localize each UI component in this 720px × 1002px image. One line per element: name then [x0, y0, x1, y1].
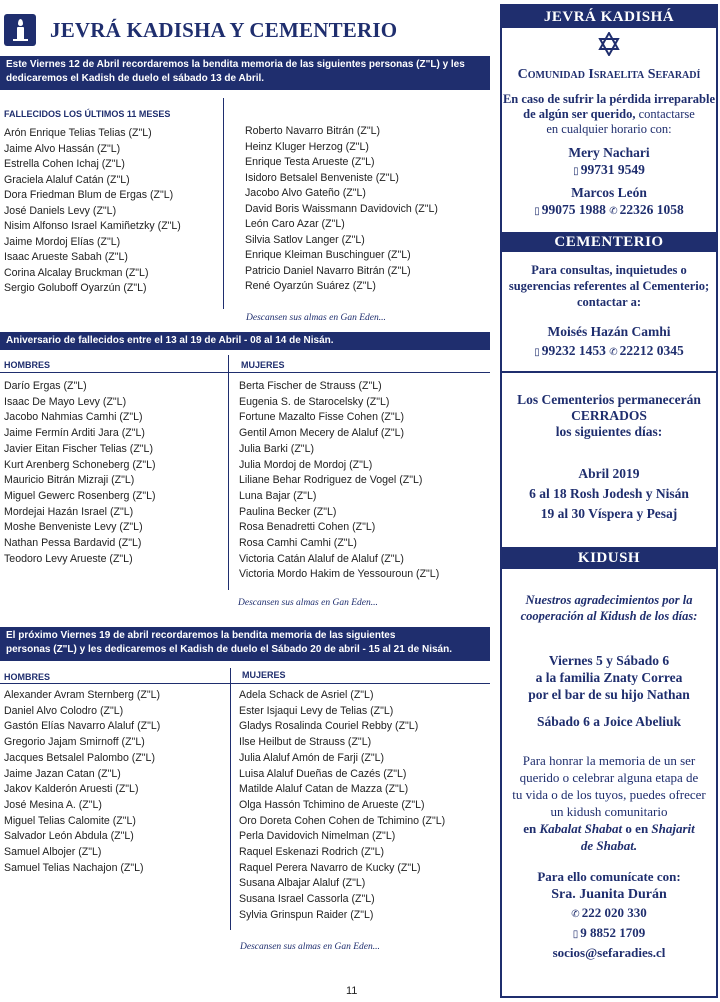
name-entry: Raquel Perera Navarro de Kucky (Z"L)	[239, 861, 421, 874]
section3-banner: El próximo Viernes 19 de abril recordaremos la bendita memoria de las siguientes personas (Z"L) y les dedicaremos el Kadish de duelo el Sábado 20 de abril - 15 al 21 de Nisán.	[0, 627, 490, 661]
sidebar-cementerio-heading: CEMENTERIO	[502, 232, 716, 252]
name-entry: Teodoro Levy Arueste (Z"L)	[4, 552, 133, 565]
page-title: JEVRÁ KADISHA Y CEMENTERIO	[50, 17, 398, 42]
sidebar-contact2: Marcos León ▯ 99075 1988 ✆ 22326 1058	[502, 184, 716, 220]
name-entry: Moshe Benveniste Levy (Z"L)	[4, 521, 143, 534]
name-entry: Victoria Catán Alaluf de Alaluf (Z"L)	[239, 552, 404, 565]
section1-subheading: FALLECIDOS LOS ÚLTIMOS 11 MESES	[4, 109, 171, 119]
name-entry: Susana Albajar Alaluf (Z"L)	[239, 877, 366, 890]
name-entry: Matilde Alaluf Catan de Mazza (Z"L)	[239, 783, 409, 796]
sidebar-kidush-sponsor1: Viernes 5 y Sábado 6 a la familia Znaty Correa por el bar de su hijo Nathan	[528, 653, 690, 702]
section1-names-col2	[245, 124, 438, 295]
name-entry: Susana Israel Cassorla (Z"L)	[239, 893, 375, 906]
name-entry: Luisa Alaluf Dueñas de Cazés (Z"L)	[239, 767, 407, 780]
name-entry: David Boris Waissmann Davidovich (Z"L)	[245, 202, 438, 215]
sidebar-kadisha-intro: En caso de sufrir la pérdida irreparable de algún ser querido, contactarse en cualquier horario con:	[502, 92, 716, 136]
section3-column-divider	[230, 668, 231, 930]
name-entry: Adela Schack de Asriel (Z"L)	[239, 689, 374, 701]
name-entry: Sergio Goluboff Oyarzún (Z"L)	[4, 282, 147, 294]
sidebar-cementerio-intro: Para consultas, inquietudes o sugerencias referentes al Cementerio; contactar a:	[508, 263, 710, 309]
name-entry: Arón Enrique Telias Telias (Z"L)	[4, 127, 152, 139]
name-entry: Julia Mordoj de Mordoj (Z"L)	[239, 458, 373, 471]
section3-women-label: MUJERES	[242, 670, 286, 680]
name-entry: Berta Fischer de Strauss (Z"L)	[239, 380, 382, 392]
name-entry: Jacobo Nahmias Camhi (Z"L)	[4, 411, 143, 424]
name-entry: José Daniels Levy (Z"L)	[4, 204, 117, 217]
sidebar-community-name: Comunidad Israelita Sefaradí	[517, 67, 701, 82]
section1-names-col1	[4, 126, 181, 297]
name-entry: Luna Bajar (Z"L)	[239, 489, 317, 502]
name-entry: Jaime Mordoj Elías (Z"L)	[4, 235, 121, 248]
name-entry: Ester Isjaqui Levy de Telias (Z"L)	[239, 704, 394, 717]
section2-men-list	[4, 379, 156, 567]
name-entry: Samuel Albojer (Z"L)	[4, 846, 102, 859]
name-entry: León Caro Azar (Z"L)	[245, 218, 345, 230]
section2-banner: Aniversario de fallecidos entre el 13 al 19 de Abril - 08 al 14 de Nisán.	[0, 332, 490, 350]
section3-divider	[0, 683, 490, 684]
name-entry: Olga Hassón Tchimino de Arueste (Z"L)	[239, 798, 425, 811]
sidebar-kidush-heading: KIDUSH	[502, 547, 716, 569]
name-entry: Jaime Alvo Hassán (Z"L)	[4, 142, 121, 155]
name-entry: Graciela Alaluf Catán (Z"L)	[4, 173, 130, 186]
candle-icon	[4, 14, 36, 46]
section3-men-list	[4, 688, 160, 876]
name-entry: Enrique Kleiman Buschinguer (Z"L)	[245, 249, 411, 261]
name-entry: Jacobo Alvo Gateño (Z"L)	[245, 187, 366, 199]
name-entry: Daniel Alvo Colodro (Z"L)	[4, 704, 124, 717]
name-entry: Eugenia S. de Starocelsky (Z"L)	[239, 395, 390, 408]
name-entry: Jacques Betsalel Palombo (Z"L)	[4, 751, 155, 764]
name-entry: Jaime Jazan Catan (Z"L)	[4, 767, 121, 780]
sidebar-kidush-contact: Para ello comunícate con: Sra. Juanita Durán ✆ 222 020 330 ▯ 9 8852 1709 socios@sefaradies.cl	[502, 868, 716, 962]
name-entry: Miguel Gewerc Rosenberg (Z"L)	[4, 489, 156, 502]
telephone-icon: ✆	[609, 206, 618, 217]
name-entry: Heinz Kluger Herzog (Z"L)	[245, 140, 369, 153]
mobile-phone-icon: ▯	[534, 206, 540, 217]
name-entry: Gentil Amon Mecery de Alaluf (Z"L)	[239, 427, 405, 440]
name-entry: Perla Davidovich Nimelman (Z"L)	[239, 830, 396, 843]
name-entry: Corina Alcalay Bruckman (Z"L)	[4, 266, 149, 279]
name-entry: Nisim Alfonso Israel Kamiñetzky (Z"L)	[4, 220, 181, 232]
name-entry: Isaac De Mayo Levy (Z"L)	[4, 395, 127, 408]
mobile-phone-icon: ▯	[573, 166, 579, 177]
mobile-phone-icon: ▯	[534, 347, 540, 358]
name-entry: Gregorio Jajam Smirnoff (Z"L)	[4, 736, 145, 749]
sidebar-kidush-thanks: Nuestros agradecimientos por la cooperación al Kidush de los días:	[520, 593, 698, 623]
email-link[interactable]: socios@sefaradies.cl	[552, 945, 666, 960]
sidebar-kadisha-heading: JEVRÁ KADISHÁ	[502, 6, 716, 28]
name-entry: Mauricio Bitrán Mizraji (Z"L)	[4, 474, 135, 487]
section2-column-divider	[228, 355, 229, 590]
name-entry: Salvador León Abdula (Z"L)	[4, 830, 134, 843]
name-entry: Jaime Fermín Arditi Jara (Z"L)	[4, 427, 145, 440]
name-entry: Victoria Mordo Hakim de Yessouroun (Z"L)	[239, 568, 440, 581]
name-entry: Isidoro Betsalel Benveniste (Z"L)	[245, 171, 399, 184]
page-number: 11	[346, 985, 358, 997]
sidebar-closed-dates: Abril 2019 6 al 18 Rosh Jodesh y Nisán 19 al 30 Víspera y Pesaj	[529, 466, 689, 521]
name-entry: Raquel Eskenazi Rodrich (Z"L)	[239, 846, 385, 859]
name-entry: Ilse Heilbut de Strauss (Z"L)	[239, 736, 372, 749]
section3-men-label: HOMBRES	[4, 672, 51, 682]
sidebar-contact1: Mery Nachari ▯ 99731 9549	[502, 144, 716, 180]
section3-women-list	[239, 688, 445, 924]
name-entry: Rosa Benadretti Cohen (Z"L)	[239, 521, 376, 534]
page-header	[4, 10, 484, 50]
name-entry: Oro Doreta Cohen Cohen de Tchimino (Z"L)	[239, 814, 446, 827]
sidebar-kidush-sponsor2: Sábado 6 a Joice Abeliuk	[536, 714, 682, 729]
sidebar-cementerio-contact: Moisés Hazán Camhi ▯ 99232 1453 ✆ 22212 0345	[502, 322, 716, 362]
telephone-icon: ✆	[609, 347, 618, 358]
name-entry: Isaac Arueste Sabah (Z"L)	[4, 251, 128, 263]
name-entry: Gladys Rosalinda Couriel Rebby (Z"L)	[239, 720, 419, 733]
section2-divider	[0, 372, 490, 373]
name-entry: René Oyarzún Suárez (Z"L)	[245, 280, 376, 292]
star-of-david-icon	[502, 32, 716, 61]
section2-men-label: HOMBRES	[4, 360, 51, 370]
telephone-icon: ✆	[571, 909, 580, 920]
name-entry: Enrique Testa Arueste (Z"L)	[245, 156, 375, 168]
name-entry: Fortune Mazalto Fisse Cohen (Z"L)	[239, 411, 405, 424]
name-entry: Julia Barki (Z"L)	[239, 442, 314, 455]
section2-women-list	[239, 379, 439, 583]
section3-closing: Descansen sus almas en Gan Eden...	[240, 942, 380, 952]
name-entry: Gastón Elías Navarro Alaluf (Z"L)	[4, 720, 161, 733]
name-entry: Julia Alaluf Amón de Farji (Z"L)	[239, 751, 385, 764]
name-entry: Roberto Navarro Bitrán (Z"L)	[245, 125, 381, 137]
name-entry: Estrella Cohen Ichaj (Z"L)	[4, 158, 125, 170]
name-entry: Sylvia Grinspun Raider (Z"L)	[239, 908, 374, 921]
name-entry: Silvia Satlov Langer (Z"L)	[245, 233, 365, 246]
name-entry: Darío Ergas (Z"L)	[4, 380, 87, 392]
name-entry: Dora Friedman Blum de Ergas (Z"L)	[4, 189, 174, 201]
sidebar-separator	[502, 371, 716, 373]
name-entry: Samuel Telias Nachajon (Z"L)	[4, 861, 144, 874]
name-entry: José Mesina A. (Z"L)	[4, 798, 102, 811]
sidebar-kidush-honor: Para honrar la memoria de un ser querido o celebrar alguna etapa de tu vida o de los tuyos, puedes ofrecer un kidush comunitario en Kabalat Shabat o en Shajarit de Shabat.	[512, 753, 706, 853]
section1-banner: Este Viernes 12 de Abril recordaremos la bendita memoria de las siguientes personas (Z"L) y les dedicaremos el Kadish de duelo el sábado 13 de Abril.	[0, 56, 490, 90]
sidebar	[500, 4, 718, 998]
name-entry: Rosa Camhi Camhi (Z"L)	[239, 537, 357, 550]
mobile-phone-icon: ▯	[572, 929, 579, 940]
name-entry: Liliane Behar Rodriguez de Vogel (Z"L)	[239, 474, 423, 487]
name-entry: Alexander Avram Sternberg (Z"L)	[4, 689, 161, 701]
name-entry: Mordejai Hazán Israel (Z"L)	[4, 505, 134, 518]
name-entry: Nathan Pessa Bardavid (Z"L)	[4, 537, 142, 550]
name-entry: Paulina Becker (Z"L)	[239, 505, 337, 518]
section2-closing: Descansen sus almas en Gan Eden...	[238, 598, 378, 608]
name-entry: Kurt Arenberg Schoneberg (Z"L)	[4, 458, 156, 471]
section1-column-divider	[223, 98, 224, 309]
name-entry: Miguel Telias Calomite (Z"L)	[4, 814, 136, 827]
name-entry: Patricio Daniel Navarro Bitrán (Z"L)	[245, 264, 411, 277]
section2-women-label: MUJERES	[241, 360, 285, 370]
name-entry: Jakov Kalderón Aruesti (Z"L)	[4, 783, 139, 796]
section1-closing: Descansen sus almas en Gan Eden...	[246, 313, 386, 323]
name-entry: Javier Eitan Fischer Telias (Z"L)	[4, 442, 153, 455]
sidebar-closed-notice: Los Cementerios permanecerán CERRADOS los siguientes días:	[517, 392, 701, 439]
